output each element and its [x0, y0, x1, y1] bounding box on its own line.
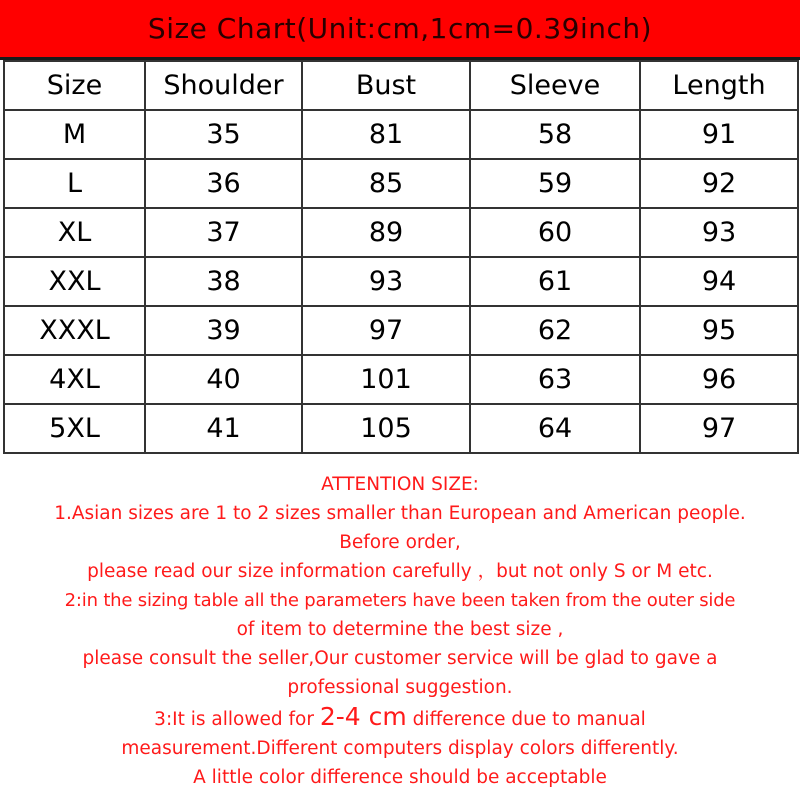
notes-line-8-pre: 3:It is allowed for	[154, 709, 320, 730]
cell-size: 4XL	[4, 355, 145, 404]
cell-sleeve: 60	[470, 208, 640, 257]
table-row	[4, 208, 798, 257]
table-row	[4, 306, 798, 355]
cell-sleeve: 59	[470, 159, 640, 208]
cell-shoulder: 36	[145, 159, 302, 208]
cell-shoulder: 40	[145, 355, 302, 404]
cell-length: 91	[640, 110, 798, 159]
notes-line-6: please consult the seller,Our customer service will be glad to gave a	[82, 648, 718, 669]
cell-size: XXL	[4, 257, 145, 306]
cell-size: M	[4, 110, 145, 159]
cell-bust: 105	[302, 404, 470, 453]
cell-sleeve: 62	[470, 306, 640, 355]
cell-bust: 85	[302, 159, 470, 208]
cell-size: L	[4, 159, 145, 208]
header-size: Size	[4, 61, 145, 110]
notes-line-2: Before order,	[339, 532, 461, 553]
cell-shoulder: 39	[145, 306, 302, 355]
cell-sleeve: 63	[470, 355, 640, 404]
cell-sleeve: 64	[470, 404, 640, 453]
attention-notes	[0, 470, 800, 800]
notes-line-8-post: difference due to manual	[406, 709, 646, 730]
header-length: Length	[640, 61, 798, 110]
header-shoulder: Shoulder	[145, 61, 302, 110]
page-title: Size Chart(Unit:cm,1cm=0.39inch)	[147, 12, 653, 45]
size-table	[3, 60, 799, 454]
cell-shoulder: 35	[145, 110, 302, 159]
notes-line-4: 2:in the sizing table all the parameters have been taken from the outer side	[64, 590, 736, 611]
table-row	[4, 110, 798, 159]
cell-size: XXXL	[4, 306, 145, 355]
cell-sleeve: 61	[470, 257, 640, 306]
notes-line-1: 1.Asian sizes are 1 to 2 sizes smaller than European and American people.	[54, 503, 746, 524]
cell-shoulder: 41	[145, 404, 302, 453]
cell-length: 97	[640, 404, 798, 453]
cell-size: XL	[4, 208, 145, 257]
table-header-row	[4, 61, 798, 110]
table-row	[4, 404, 798, 453]
cell-length: 96	[640, 355, 798, 404]
cell-length: 94	[640, 257, 798, 306]
cell-bust: 93	[302, 257, 470, 306]
cell-length: 92	[640, 159, 798, 208]
table-row	[4, 159, 798, 208]
cell-size: 5XL	[4, 404, 145, 453]
header-sleeve: Sleeve	[470, 61, 640, 110]
cell-bust: 97	[302, 306, 470, 355]
notes-line-7: professional suggestion.	[287, 677, 513, 698]
cell-bust: 81	[302, 110, 470, 159]
notes-line-5: of item to determine the best size ,	[236, 619, 564, 640]
notes-line-8-highlight: 2-4 cm	[319, 702, 407, 731]
notes-heading: ATTENTION SIZE:	[321, 474, 479, 495]
cell-sleeve: 58	[470, 110, 640, 159]
cell-bust: 101	[302, 355, 470, 404]
notes-line-3: please read our size information carefully ，but not only S or M etc.	[87, 561, 713, 582]
title-banner	[0, 0, 800, 60]
header-bust: Bust	[302, 61, 470, 110]
cell-bust: 89	[302, 208, 470, 257]
cell-length: 95	[640, 306, 798, 355]
cell-shoulder: 38	[145, 257, 302, 306]
table-row	[4, 257, 798, 306]
table-row	[4, 355, 798, 404]
notes-line-8	[0, 702, 800, 734]
notes-line-10: A little color difference should be acceptable	[193, 767, 607, 788]
cell-length: 93	[640, 208, 798, 257]
cell-shoulder: 37	[145, 208, 302, 257]
notes-line-9: measurement.Different computers display colors differently.	[121, 738, 679, 759]
